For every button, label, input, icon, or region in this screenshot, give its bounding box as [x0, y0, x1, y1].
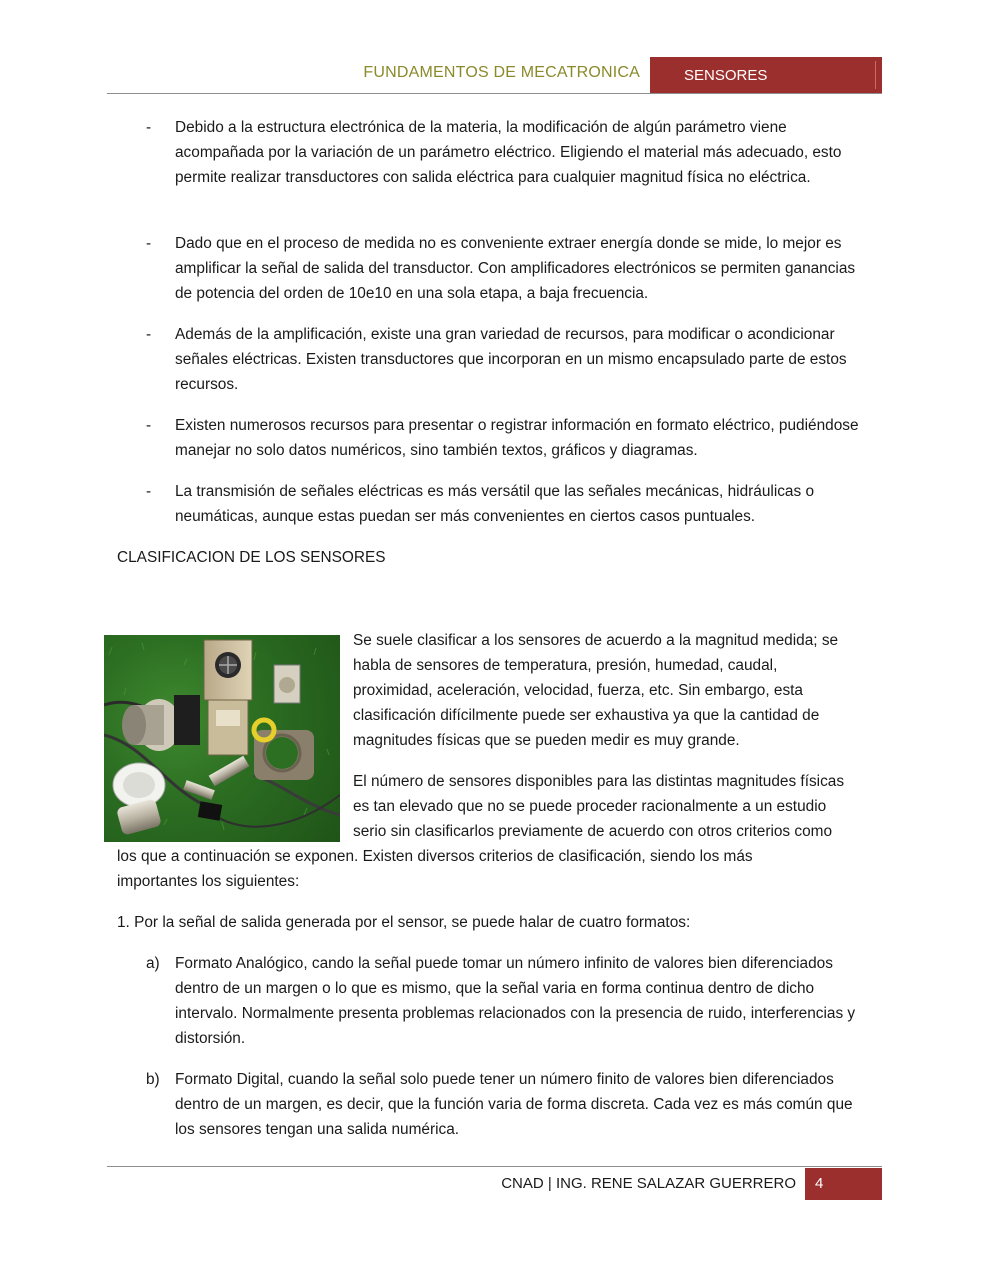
text-line: importantes los siguientes:	[117, 873, 300, 890]
list-marker: b)	[146, 1071, 160, 1088]
text-line: Se suele clasificar a los sensores de acuerdo a la magnitud medida; se	[353, 632, 839, 649]
text-line: los que a continuación se exponen. Existen diversos criterios de clasificación, siendo los más	[117, 848, 753, 865]
text-line: clasificación difícilmente puede ser exhaustiva ya que la cantidad de	[353, 707, 820, 724]
text-line: serio sin clasificarlos previamente de acuerdo con otros criterios como	[353, 823, 833, 840]
bullet-text: Existen numerosos recursos para presentar o registrar información en formato eléctrico, pudiéndose manejar no solo datos numéricos, sino también textos, gráficos y diagramas.	[175, 417, 859, 459]
bullet-item	[146, 322, 872, 397]
lettered-item	[146, 951, 872, 1051]
bullet-text: Debido a la estructura electrónica de la materia, la modificación de algún parámetro viene acompañada por la variación de un parámetro eléctrico. Eligiendo el material más adecuado, esto permite realizar transductores con salida eléctrica para cualquier magnitud física no eléctrica.	[175, 119, 842, 186]
bullet-dash: -	[146, 326, 152, 343]
bullet-text: Además de la amplificación, existe una gran variedad de recursos, para modificar o acondicionar señales eléctricas. Existen transductores que incorporan en un mismo encapsulado parte de estos recursos.	[175, 326, 847, 393]
bullet-dash: -	[146, 417, 152, 434]
sensors-illustration	[104, 635, 340, 842]
text-line: El número de sensores disponibles para las distintas magnitudes físicas	[353, 773, 845, 790]
sensors-photo	[104, 635, 340, 842]
page-number: 4	[805, 1168, 882, 1200]
section-heading: CLASIFICACION DE LOS SENSORES	[117, 549, 386, 566]
bullet-text: La transmisión de señales eléctricas es más versátil que las señales mecánicas, hidráulicas o neumáticas, aunque estas puedan ser más convenientes en ciertos casos puntuales.	[175, 483, 815, 525]
text-line: proximidad, aceleración, velocidad, fuerza, etc. Sin embargo, esta	[353, 682, 803, 699]
paragraph-criteria-b	[117, 844, 877, 894]
paragraph-magnitude	[353, 628, 873, 753]
bullet-dash: -	[146, 483, 152, 500]
header-title: FUNDAMENTOS DE MECATRONICA	[363, 64, 640, 81]
lettered-text: Formato Digital, cuando la señal solo puede tener un número finito de valores bien diferenciados dentro de un margen, es decir, que la función varia de forma discreta. Cada vez es más común que los sensores tengan una salida numérica.	[175, 1071, 853, 1138]
text-line: magnitudes físicas que se pueden medir es muy grande.	[353, 732, 740, 749]
bullet-item	[146, 479, 872, 529]
paragraph-criteria-a	[353, 769, 873, 844]
header-rule	[107, 93, 882, 94]
bullet-item	[146, 231, 872, 306]
bullet-dash: -	[146, 235, 152, 252]
lettered-text: Formato Analógico, cando la señal puede tomar un número infinito de valores bien diferenciados dentro de un margen o lo que es mismo, que la señal varia en forma continua dentro de dicho intervalo. Normalmente presenta problemas relacionados con la presencia de ruido, interferencias y distorsión.	[175, 955, 856, 1047]
list-marker: a)	[146, 955, 160, 972]
bullet-item	[146, 115, 872, 190]
bullet-dash: -	[146, 119, 152, 136]
bullet-text: Dado que en el proceso de medida no es conveniente extraer energía donde se mide, lo mejor es amplificar la señal de salida del transductor. Con amplificadores electrónicos se permiten ganancias de potencia del orden de 10e10 en una sola etapa, a baja frecuencia.	[175, 235, 856, 302]
footer-rule	[107, 1166, 882, 1167]
text-line: habla de sensores de temperatura, presión, humedad, caudal,	[353, 657, 778, 674]
bullet-item	[146, 413, 872, 463]
numbered-item: 1. Por la señal de salida generada por el sensor, se puede halar de cuatro formatos:	[117, 914, 691, 931]
lettered-item	[146, 1067, 872, 1142]
footer-text: CNAD | ING. RENE SALAZAR GUERRERO	[501, 1175, 796, 1192]
header-section-label: SENSORES	[684, 67, 768, 84]
header-section-tab	[650, 57, 882, 93]
text-line: es tan elevado que no se puede proceder racionalmente a un estudio	[353, 798, 827, 815]
